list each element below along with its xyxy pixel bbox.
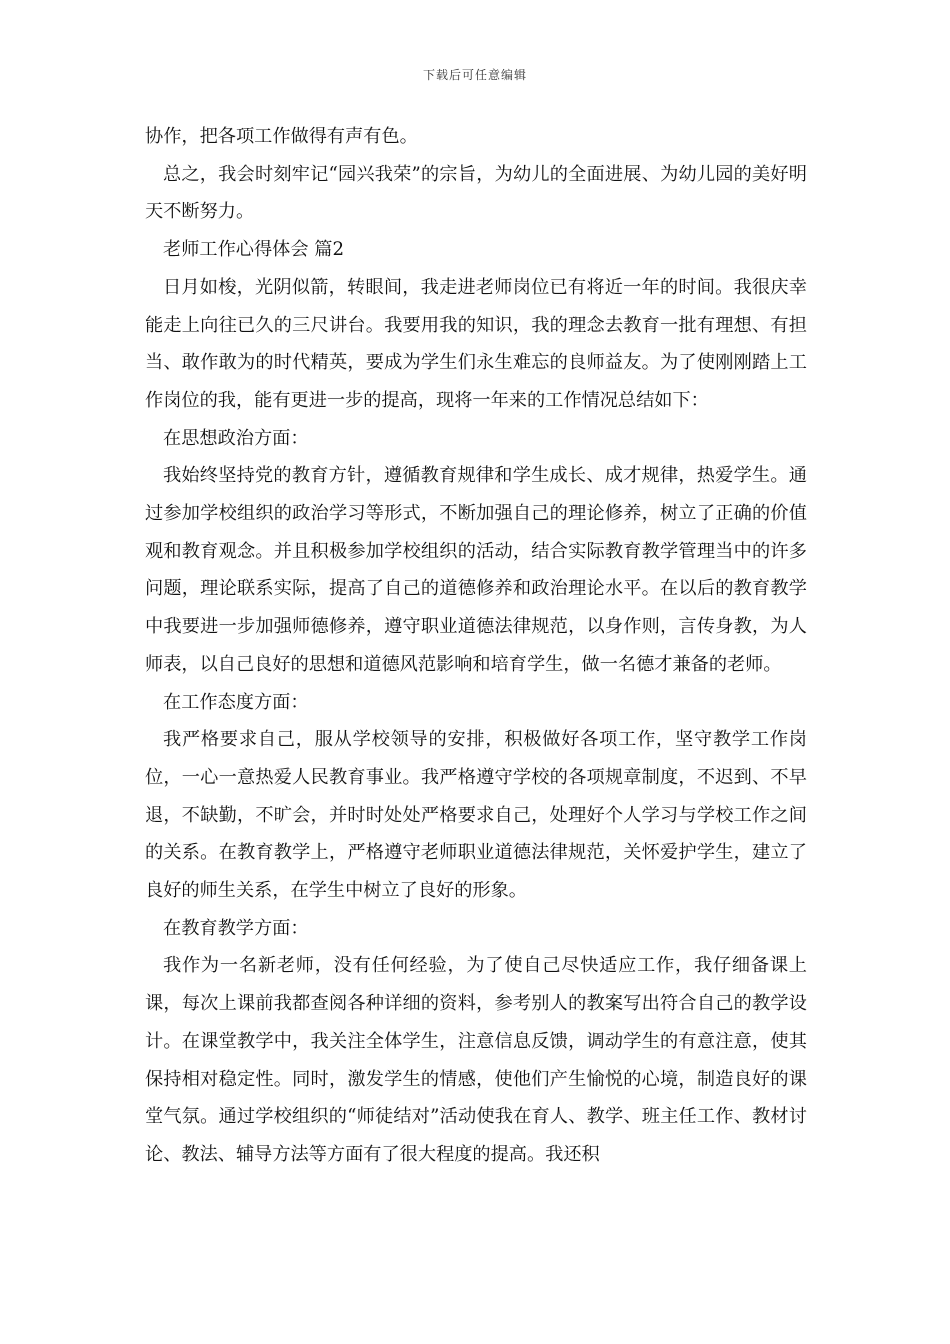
subheading-teaching: 在教育教学方面： bbox=[163, 917, 309, 939]
subheading-attitude: 在工作态度方面： bbox=[163, 691, 309, 713]
paragraph-politics: 我始终坚持党的教育方针，遵循教育规律和学生成长、成才规律，热爱学生。通过参加学校组织的政治学习等形式，不断加强自己的理论修养，树立了正确的价值观和教育观念。并且积极参加学校组织的活动，结合实际教育教学管理当中的许多问题，理论联系实际，提高了自己的道德修养和政治理论水平。在以后的教育教学中我要进一步加强师德修养，遵守职业道德法律规范，以身作则，言传身教，为人师表，以自己良好的思想和道德风范影响和培育学生，做一名德才兼备的老师。 bbox=[145, 465, 807, 675]
paragraph-conclusion: 总之，我会时刻牢记“园兴我荣”的宗旨，为幼儿的全面进展、为幼儿园的美好明天不断努力。 bbox=[145, 163, 807, 223]
paragraph-teaching: 我作为一名新老师，没有任何经验，为了使自己尽快适应工作，我仔细备课上课，每次上课前我都查阅各种详细的资料，参考别人的教案写出符合自己的教学设计。在课堂教学中，我关注全体学生，注意信息反馈，调动学生的有意注意，使其保持相对稳定性。同时，激发学生的情感，使他们产生愉悦的心境，制造良好的课堂气氛。通过学校组织的“师徒结对”活动使我在育人、教学、班主任工作、教材讨论、教法、辅导方法等方面有了很大程度的提高。我还积 bbox=[145, 955, 807, 1165]
page-header: 下载后可任意编辑 bbox=[422, 68, 527, 82]
section-title: 老师工作心得体会 篇2 bbox=[163, 239, 345, 261]
paragraph-attitude: 我严格要求自己，服从学校领导的安排，积极做好各项工作，坚守教学工作岗位，一心一意热爱人民教育事业。我严格遵守学校的各项规章制度，不迟到、不早退，不缺勤，不旷会，并时时处处严格要求自己，处理好个人学习与学校工作之间的关系。在教育教学上，严格遵守老师职业道德法律规范，关怀爱护学生，建立了良好的师生关系，在学生中树立了良好的形象。 bbox=[145, 729, 807, 902]
subheading-politics: 在思想政治方面： bbox=[163, 427, 309, 449]
document-body bbox=[145, 118, 807, 1174]
paragraph-continuation: 协作，把各项工作做得有声有色。 bbox=[145, 126, 418, 147]
paragraph-intro: 日月如梭，光阴似箭，转眼间，我走进老师岗位已有将近一年的时间。我很庆幸能走上向往已久的三尺讲台。我要用我的知识，我的理念去教育一批有理想、有担当、敢作敢为的时代精英，要成为学生们永生难忘的良师益友。为了使刚刚踏上工作岗位的我，能有更进一步的提高，现将一年来的工作情况总结如下： bbox=[145, 276, 807, 411]
